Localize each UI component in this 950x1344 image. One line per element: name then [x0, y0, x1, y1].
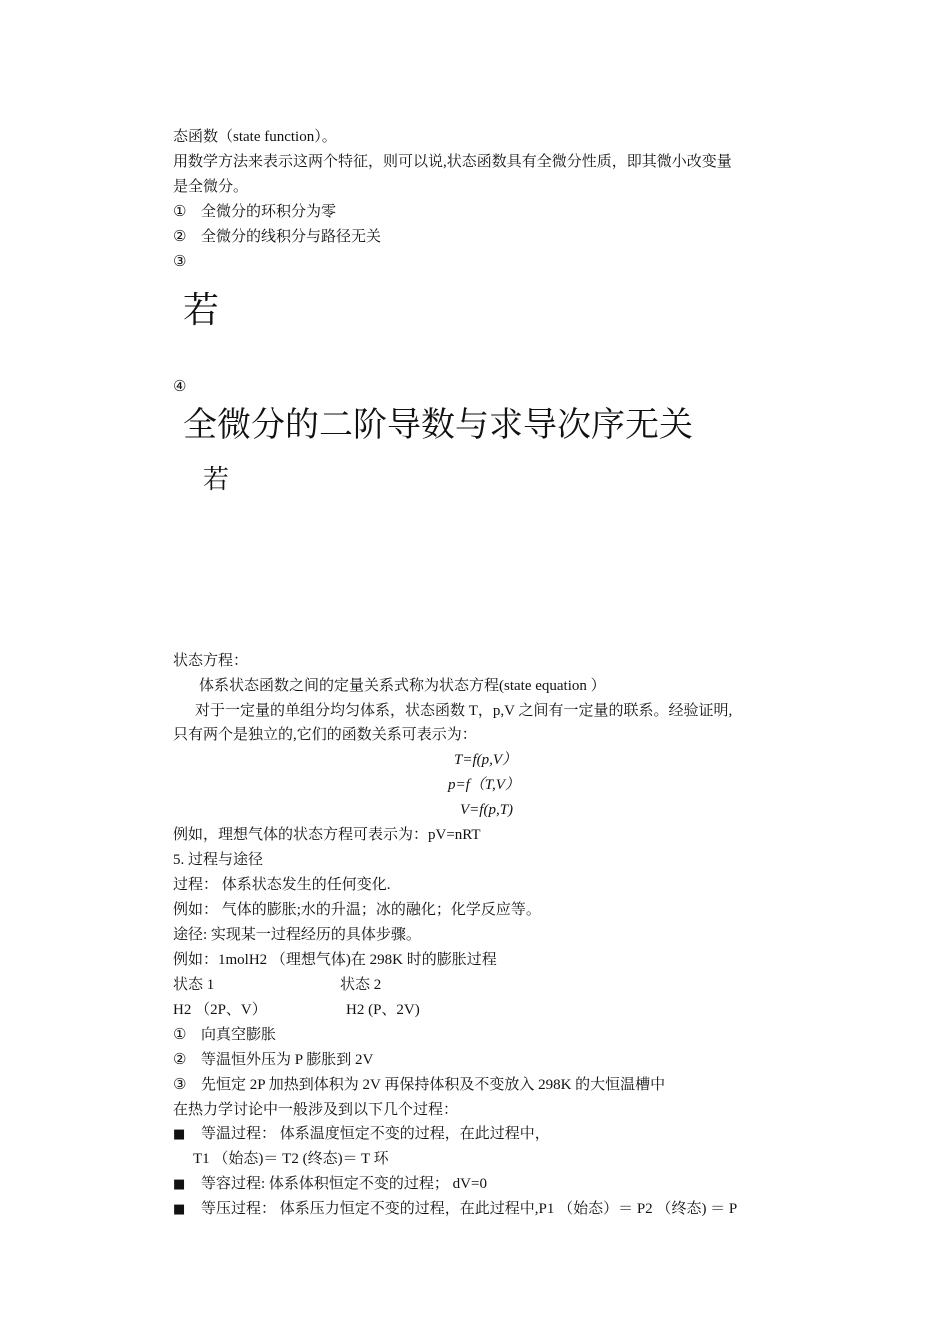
list-item	[173, 1025, 276, 1045]
list-item	[173, 227, 381, 247]
section-title: 状态方程：	[173, 653, 249, 669]
equation: p=f（T,V）	[448, 777, 520, 793]
list-text: 先恒定 2P 加热到体积为 2V 再保持体积及不变放入 298K 的大恒温槽中	[201, 1077, 666, 1093]
list-item	[173, 252, 201, 272]
list-text: 全微分的环积分为零	[201, 204, 337, 220]
bullet-text: 等容过程: 体系体积恒定不变的过程； dV=0	[201, 1176, 487, 1192]
black-square-icon: ■	[173, 1202, 186, 1217]
list-number: ③	[173, 254, 187, 270]
text-line: 对于一定量的单组分均匀体系，状态函数 T，p,V 之间有一定量的联系。经验证明,	[195, 703, 733, 719]
large-text: 若	[183, 290, 220, 330]
state-value: H2 (P、2V)	[346, 1002, 420, 1018]
black-square-icon: ■	[173, 1127, 186, 1142]
text-line: 例如： 气体的膨胀;水的升温；冰的融化；化学反应等。	[173, 902, 541, 918]
text-line: 例如：1molH2 （理想气体)在 298K 时的膨胀过程	[173, 952, 497, 968]
equation: T=f(p,V）	[454, 752, 518, 768]
large-text: 若	[203, 465, 230, 494]
bullet-text: 等压过程： 体系压力恒定不变的过程，在此过程中,P1 （始态）＝ P2 （终态) ＝ P	[201, 1201, 738, 1217]
state-value: H2 （2P、V）	[173, 1002, 267, 1018]
black-square-icon: ■	[173, 1177, 186, 1192]
list-text: 全微分的线积分与路径无关	[201, 229, 382, 245]
text-line: 体系状态函数之间的定量关系式称为状态方程(state equation ）	[199, 678, 606, 694]
text-line: T1 （始态)＝ T2 (终态)＝ T 环	[193, 1151, 389, 1167]
bullet-item	[173, 1124, 550, 1145]
text-line: 例如，理想气体的状态方程可表示为：pV=nRT	[173, 827, 481, 843]
bullet-item	[173, 1174, 487, 1195]
list-number: ③	[173, 1077, 187, 1093]
text-line: 过程： 体系状态发生的任何变化.	[173, 877, 391, 893]
list-number: ②	[173, 1052, 187, 1068]
equation: V=f(p,T)	[460, 802, 514, 818]
list-number: ①	[173, 1027, 187, 1043]
list-item	[173, 377, 201, 397]
state-label: 状态 1	[173, 977, 215, 993]
state-label: 状态 2	[340, 977, 382, 993]
text-line: 途径: 实现某一过程经历的具体步骤。	[173, 927, 421, 943]
list-item	[173, 202, 336, 222]
list-item	[173, 1050, 373, 1070]
list-text: 向真空膨胀	[201, 1027, 277, 1043]
bullet-text: 等温过程： 体系温度恒定不变的过程，在此过程中，	[201, 1126, 550, 1142]
section-heading: 5. 过程与途径	[173, 852, 264, 868]
text-line: 只有两个是独立的,它们的函数关系可表示为：	[173, 727, 477, 743]
list-text: 等温恒外压为 P 膨胀到 2V	[201, 1052, 374, 1068]
text-line: 用数学方法来表示这两个特征，则可以说,状态函数具有全微分性质，即其微小改变量	[173, 154, 732, 170]
list-item	[173, 1075, 665, 1095]
large-heading: 全微分的二阶导数与求导次序无关	[183, 407, 693, 444]
text-line: 态函数（state function）。	[173, 129, 337, 145]
list-number: ④	[173, 379, 187, 395]
text-line: 在热力学讨论中一般涉及到以下几个过程：	[173, 1102, 459, 1118]
text-line: 是全微分。	[173, 179, 249, 195]
list-number: ①	[173, 204, 187, 220]
bullet-item	[173, 1199, 737, 1220]
list-number: ②	[173, 229, 187, 245]
